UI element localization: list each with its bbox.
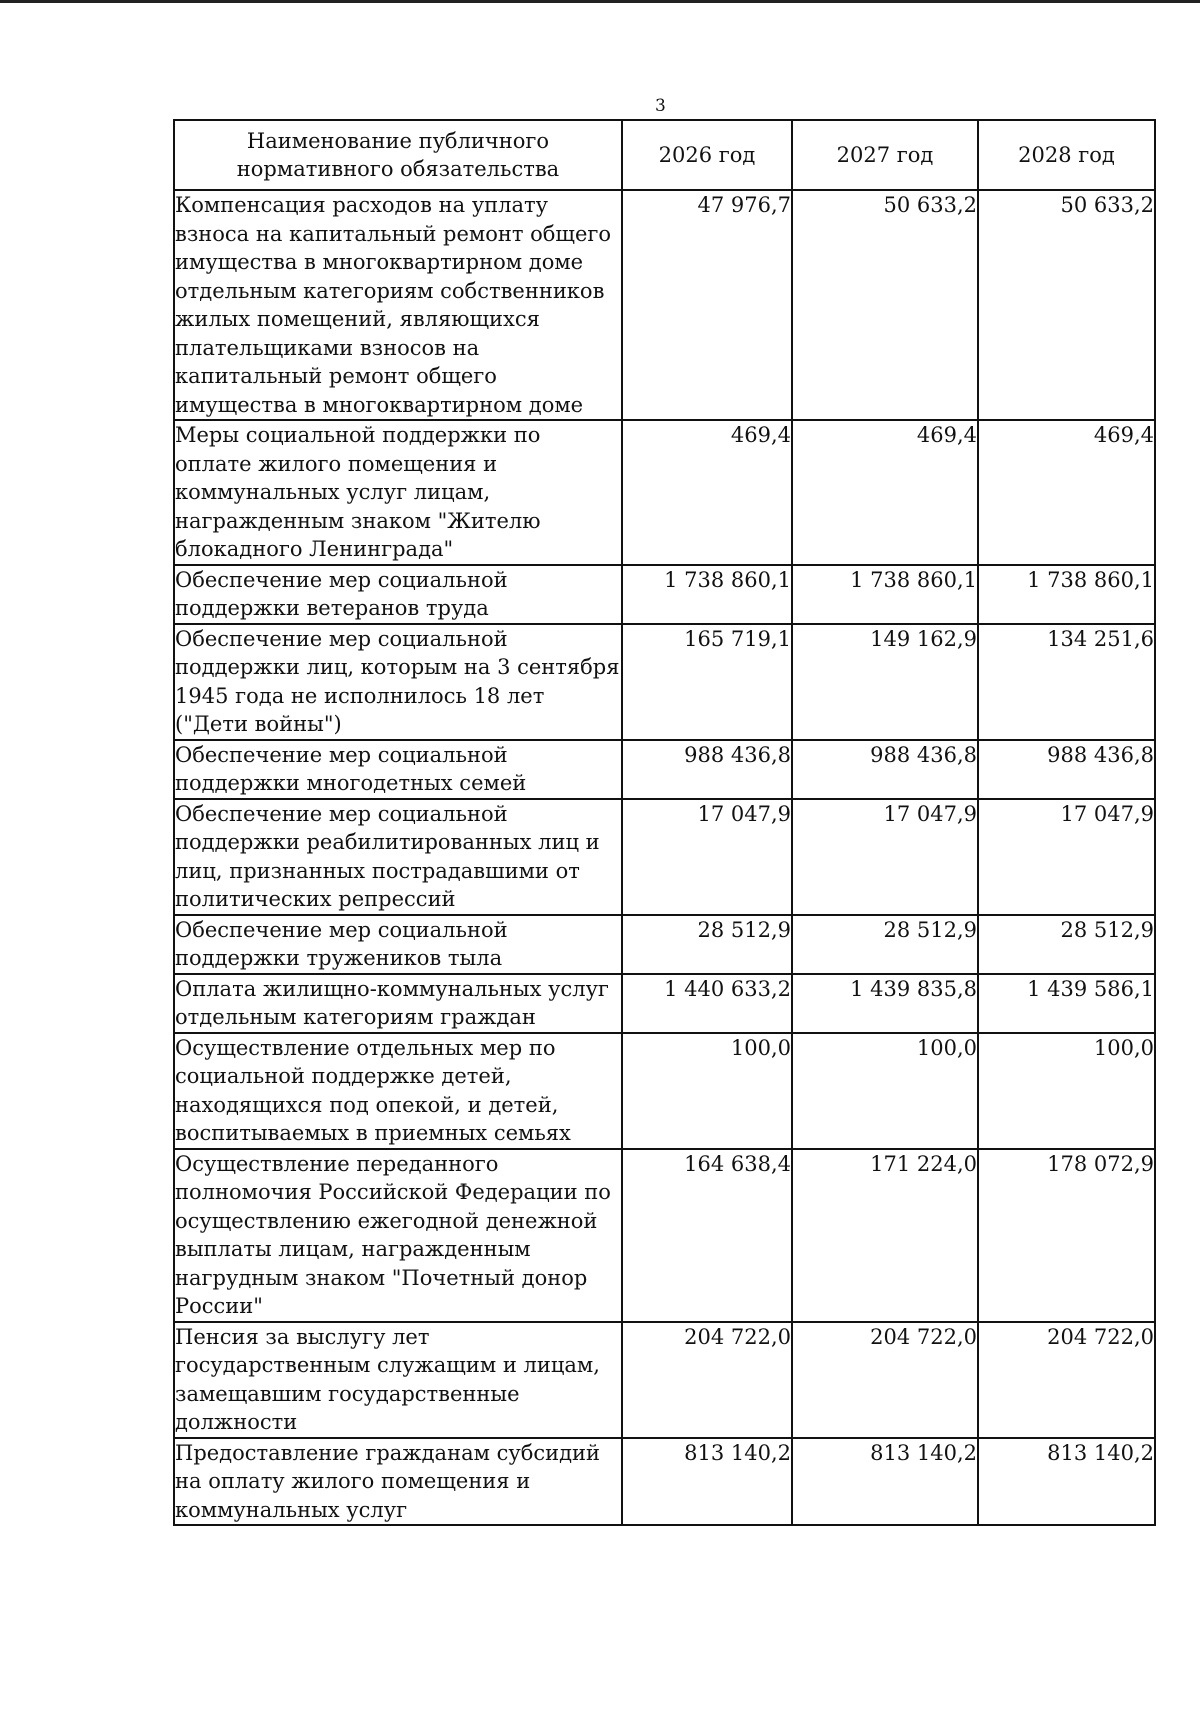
table-row [174,190,1155,420]
value-2028: 28 512,9 [978,915,1155,974]
table-header-row [174,120,1155,190]
obligation-name: Пенсия за выслугу лет государственным служащим и лицам, замещавшим государственные должности [174,1322,622,1438]
value-2028: 50 633,2 [978,190,1155,420]
scan-top-edge [0,0,1200,3]
value-2026: 204 722,0 [622,1322,792,1438]
value-2028: 988 436,8 [978,740,1155,799]
value-2027: 988 436,8 [792,740,978,799]
value-2028: 1 439 586,1 [978,974,1155,1033]
table-row [174,1149,1155,1322]
value-2028: 100,0 [978,1033,1155,1149]
obligation-name: Осуществление отдельных мер по социальной поддержке детей, находящихся под опекой, и детей, воспитываемых в приемных семьях [174,1033,622,1149]
value-2026: 1 440 633,2 [622,974,792,1033]
obligation-name: Обеспечение мер социальной поддержки лиц, которым на 3 сентября 1945 года не исполнилось 18 лет ("Дети войны") [174,624,622,740]
table-row [174,420,1155,565]
value-2026: 47 976,7 [622,190,792,420]
value-2028: 813 140,2 [978,1438,1155,1526]
table-row [174,624,1155,740]
obligation-name: Обеспечение мер социальной поддержки ветеранов труда [174,565,622,624]
value-2027: 50 633,2 [792,190,978,420]
value-2026: 100,0 [622,1033,792,1149]
value-2026: 988 436,8 [622,740,792,799]
value-2028: 204 722,0 [978,1322,1155,1438]
header-obligation-name: Наименование публичного нормативного обязательства [174,120,622,190]
table-row [174,1322,1155,1438]
value-2027: 28 512,9 [792,915,978,974]
value-2027: 17 047,9 [792,799,978,915]
value-2027: 1 738 860,1 [792,565,978,624]
obligation-name: Обеспечение мер социальной поддержки тружеников тыла [174,915,622,974]
value-2028: 1 738 860,1 [978,565,1155,624]
header-year-2027: 2027 год [792,120,978,190]
value-2028: 469,4 [978,420,1155,565]
value-2027: 1 439 835,8 [792,974,978,1033]
value-2027: 171 224,0 [792,1149,978,1322]
value-2026: 164 638,4 [622,1149,792,1322]
obligation-name: Осуществление переданного полномочия Российской Федерации по осуществлению ежегодной денежной выплаты лицам, награжденным нагрудным знаком "Почетный донор России" [174,1149,622,1322]
value-2027: 469,4 [792,420,978,565]
obligations-table [173,119,1156,1526]
obligation-name: Предоставление гражданам субсидий на оплату жилого помещения и коммунальных услуг [174,1438,622,1526]
obligation-name: Обеспечение мер социальной поддержки многодетных семей [174,740,622,799]
value-2027: 149 162,9 [792,624,978,740]
value-2026: 165 719,1 [622,624,792,740]
obligation-name: Компенсация расходов на уплату взноса на капитальный ремонт общего имущества в многоквартирном доме отдельным категориям собственников жилых помещений, являющихся плательщиками взносов на капитальный ремонт общего имущества в многоквартирном доме [174,190,622,420]
value-2026: 28 512,9 [622,915,792,974]
table-row [174,565,1155,624]
header-year-2028: 2028 год [978,120,1155,190]
value-2026: 17 047,9 [622,799,792,915]
value-2027: 813 140,2 [792,1438,978,1526]
table-row [174,1438,1155,1526]
value-2026: 1 738 860,1 [622,565,792,624]
value-2027: 204 722,0 [792,1322,978,1438]
obligation-name: Оплата жилищно-коммунальных услуг отдельным категориям граждан [174,974,622,1033]
table-row [174,740,1155,799]
obligation-name: Обеспечение мер социальной поддержки реабилитированных лиц и лиц, признанных пострадавшими от политических репрессий [174,799,622,915]
value-2028: 178 072,9 [978,1149,1155,1322]
table-row [174,974,1155,1033]
table-row [174,799,1155,915]
value-2026: 813 140,2 [622,1438,792,1526]
obligation-name: Меры социальной поддержки по оплате жилого помещения и коммунальных услуг лицам, награжденным знаком "Жителю блокадного Ленинграда" [174,420,622,565]
page-number: 3 [655,96,666,116]
value-2028: 134 251,6 [978,624,1155,740]
table-row [174,1033,1155,1149]
value-2028: 17 047,9 [978,799,1155,915]
value-2027: 100,0 [792,1033,978,1149]
table-row [174,915,1155,974]
value-2026: 469,4 [622,420,792,565]
header-year-2026: 2026 год [622,120,792,190]
